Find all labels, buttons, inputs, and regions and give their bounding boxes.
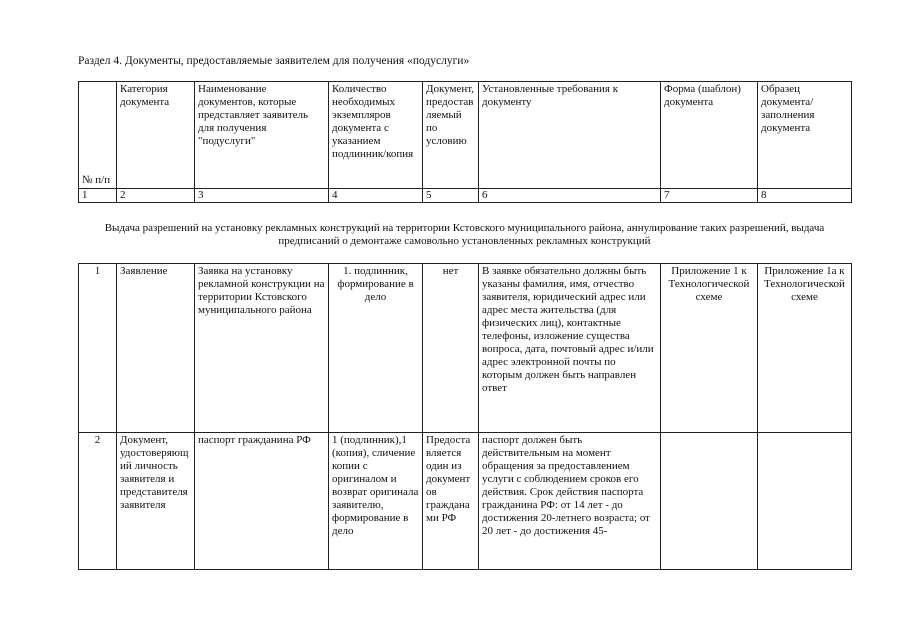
column-number: 1 [79, 189, 117, 203]
row-num: 2 [79, 433, 117, 570]
column-number: 4 [329, 189, 423, 203]
documents-table [78, 263, 852, 570]
column-number: 6 [479, 189, 661, 203]
table-row [79, 264, 852, 433]
column-number: 2 [117, 189, 195, 203]
column-number: 7 [661, 189, 758, 203]
row-category: Документ, удостоверяющий личность заявителя и представителя заявителя [117, 433, 195, 570]
row-requirements: В заявке обязательно должны быть указаны фамилия, имя, отчество заявителя, юридический адрес или адрес места жительства (для физических лиц), контактные телефоны, изложение существа вопроса, дата, почтовый адрес и/или адрес электронной почты по которым должен быть направлен ответ [479, 264, 661, 433]
row-category: Заявление [117, 264, 195, 433]
header-requirements: Установленные требования к документу [479, 82, 661, 189]
row-sample: Приложение 1а к Технологической схеме [758, 264, 852, 433]
row-count: 1. подлинник, формирование в дело [329, 264, 423, 433]
header-name: Наименование документов, которые представляет заявитель для получения "подуслуги" [195, 82, 329, 189]
row-form: Приложение 1 к Технологической схеме [661, 264, 758, 433]
documents-header-table [78, 81, 852, 203]
row-sample [758, 433, 852, 570]
row-condition: Предоставляется один из документов гражданами РФ [423, 433, 479, 570]
row-form [661, 433, 758, 570]
row-requirements: паспорт должен быть действительным на момент обращения за предоставлением услуги с соблюдением сроков его действия. Срок действия паспорта гражданина РФ: от 14 лет - до достижения 20-летнего возраста; от 20 лет - до достижения 45- [479, 433, 661, 570]
table-row [79, 433, 852, 570]
header-category: Категория документа [117, 82, 195, 189]
row-count: 1 (подлинник),1 (копия), сличение копии с оригиналом и возврат оригинала заявителю, формирование в дело [329, 433, 423, 570]
row-num: 1 [79, 264, 117, 433]
row-condition: нет [423, 264, 479, 433]
column-number: 5 [423, 189, 479, 203]
row-name: паспорт гражданина РФ [195, 433, 329, 570]
header-num: № п/п [79, 82, 117, 189]
column-number: 8 [758, 189, 852, 203]
column-number: 3 [195, 189, 329, 203]
column-numbers-row [79, 189, 852, 203]
header-row [79, 82, 852, 189]
subservice-title: Выдача разрешений на установку рекламных конструкций на территории Кстовского муниципального района, аннулирование таких разрешений, выдача предписаний о демонтаже самовольно установленных рекламных конструкций [104, 222, 825, 247]
header-count: Количество необходимых экземпляров документа с указанием подлинник/копия [329, 82, 423, 189]
header-condition: Документ, предоставляемый по условию [423, 82, 479, 189]
header-form: Форма (шаблон) документа [661, 82, 758, 189]
section-title: Раздел 4. Документы, предоставляемые заявителем для получения «подуслуги» [78, 55, 470, 67]
header-sample: Образец документа/заполнения документа [758, 82, 852, 189]
row-name: Заявка на установку рекламной конструкции на территории Кстовского муниципального района [195, 264, 329, 433]
